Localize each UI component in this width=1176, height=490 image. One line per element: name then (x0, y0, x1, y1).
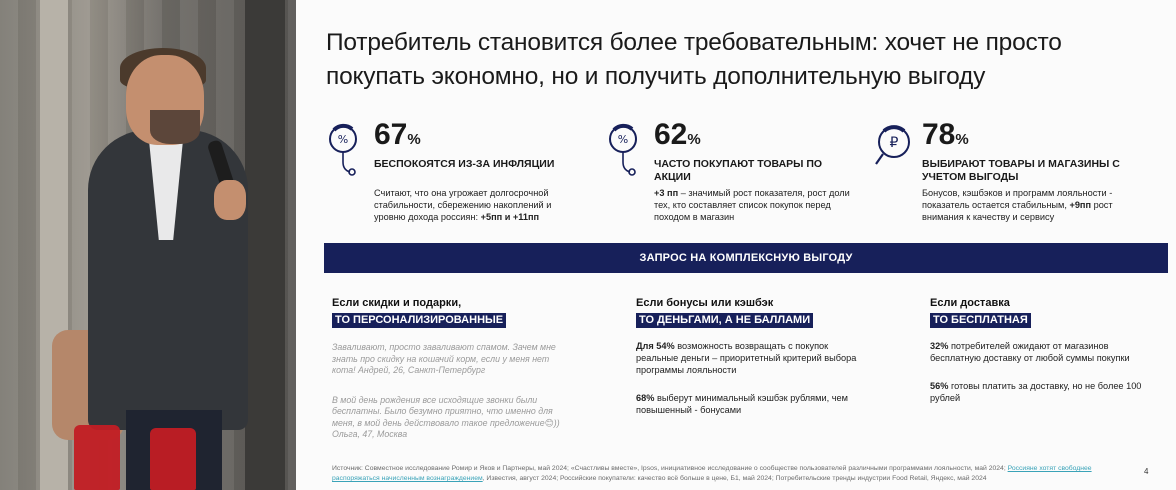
stat-value: 78% (922, 118, 969, 151)
stat-heading: БЕСПОКОЯТСЯ ИЗ-ЗА ИНФЛЯЦИИ (374, 158, 555, 170)
column-heading: Если доставка (930, 297, 1010, 309)
stat-description: Считают, что она угрожает долгосрочной стабильности, сбережению накоплений и уровню дохода россиян: +5пп и +11пп (374, 188, 552, 222)
stat-description: +3 пп – значимый рост показателя, рост доли тех, кто составляет список покупок перед походом в магазин (654, 188, 850, 222)
page-number: 4 (1144, 467, 1149, 476)
column-highlight: ТО БЕСПЛАТНАЯ (930, 313, 1031, 328)
customer-quote: В мой день рождения все исходящие звонки были бесплатны. Было безумно приятно, что именно для меня, в мой день действовало такое предложение😊)) Ольга, 47, Москва (332, 394, 560, 439)
section-banner: ЗАПРОС НА КОМПЛЕКСНУЮ ВЫГОДУ (324, 243, 1168, 273)
presentation-slide (296, 0, 1176, 490)
speaker-hand (214, 180, 246, 220)
speaker-photo (0, 0, 296, 490)
source-footnote: Источник: Совместное исследование Ромир и Яков и Партнеры, май 2024; «Счастливы вместе», Ipsos, инициативное исследование о сообществе пользователей различными программами лояльности, май 2024; Россияне хотят свободнее распоряжаться начисленным вознаграждением, Известия, август 2024; Российские покупатели: качество всё больше в цене, Б1, май 2024; Потребительские тренды индустрии Food Retail, Яндекс, май 2024 (332, 465, 1092, 482)
column-highlight: ТО ДЕНЬГАМИ, А НЕ БАЛЛАМИ (636, 313, 813, 328)
speaker-beard (150, 110, 200, 144)
column-point: 68% выберут минимальный кэшбэк рублями, чем повышенный - бонусами (636, 393, 848, 415)
column-personalized (332, 296, 592, 441)
dark-pillar (245, 0, 285, 490)
column-heading: Если бонусы или кэшбэк (636, 297, 774, 309)
ruble-magnifier-icon (874, 122, 912, 180)
stat-heading: ВЫБИРАЮТ ТОВАРЫ И МАГАЗИНЫ С УЧЕТОМ ВЫГОДЫ (922, 158, 1120, 183)
svg-text:₽: ₽ (889, 135, 899, 151)
column-heading: Если скидки и подарки, (332, 297, 462, 309)
juice-glass (150, 428, 196, 490)
customer-quote: Заваливают, просто заваливают спамом. Зачем мне знать про скидку на кошачий корм, если у меня нет кота! Андрей, 26, Санкт-Петербург (332, 342, 556, 375)
stat-heading: ЧАСТО ПОКУПАЮТ ТОВАРЫ ПО АКЦИИ (654, 158, 823, 183)
stat-description: Бонусов, кэшбэков и программ лояльности - показатель остается стабильным, +9пп рост внимания к качеству и сервису (922, 188, 1113, 222)
column-delivery (930, 296, 1176, 404)
column-point: Для 54% возможность возвращать с покупок реальные деньги – приоритетный критерий выбора программы лояльности (636, 341, 857, 375)
svg-text:%: % (617, 133, 629, 146)
column-point: 32% потребителей ожидают от магазинов бесплатную доставку от любой суммы покупки (930, 341, 1130, 363)
juice-glass (74, 425, 120, 490)
column-highlight: ТО ПЕРСОНАЛИЗИРОВАННЫЕ (332, 313, 506, 328)
column-cashback (636, 296, 896, 416)
stat-value: 62% (654, 118, 701, 151)
percent-pin-icon (326, 122, 364, 180)
percent-pin-icon (606, 122, 644, 180)
source-link[interactable]: Россияне хотят свободнее распоряжаться начисленным вознаграждением (332, 465, 1092, 482)
stat-value: 67% (374, 118, 421, 151)
column-point: 56% готовы платить за доставку, но не более 100 рублей (930, 381, 1142, 403)
svg-text:%: % (337, 133, 349, 146)
slide-title: Потребитель становится более требовательным: хочет не просто покупать экономно, но и получить дополнительную выгоду (326, 29, 1062, 90)
